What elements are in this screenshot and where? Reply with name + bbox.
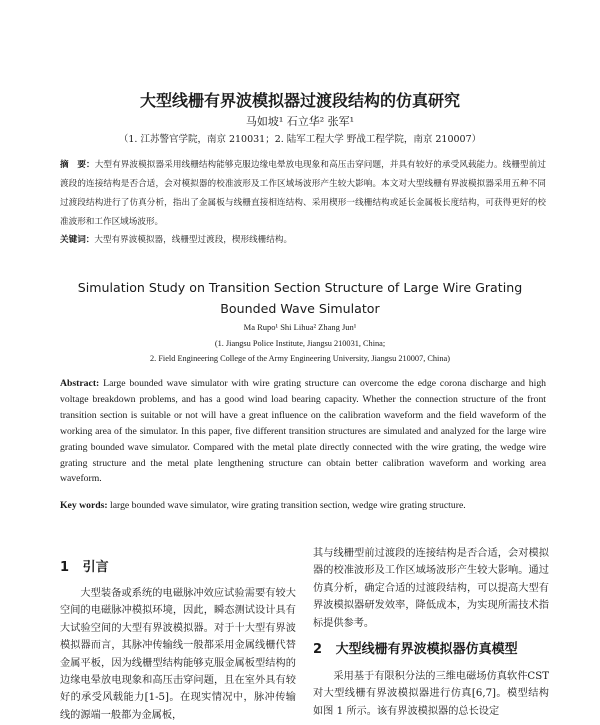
english-title-line2: Bounded Wave Simulator: [220, 301, 380, 316]
section-1-title: 引言: [82, 560, 109, 575]
english-title-line1: Simulation Study on Transition Section Structure of Large Wire Grating: [77, 280, 523, 295]
section-1-number: 1: [60, 560, 70, 575]
section-2-number: 2: [313, 642, 323, 657]
section-1-body: 大型装备或系统的电磁脉冲效应试验需要有较大空间的电磁脉冲模拟环境，因此，瞬态测试设计具有大试验空间的大型有界波模拟器。对于十大型有界波模拟器而言，其脉冲传输线一般都采用金属线栅代替金属平板，因为线栅型结构能够克服金属板型结构的边缘电晕放电现象和高压击穿问题，且在室外具有较好的承受风载能力[1-5]。在现实情况中，脉冲传输线的源端一般都为金属板，: [60, 588, 296, 721]
english-keywords: [60, 498, 546, 514]
chinese-keywords: [60, 233, 546, 247]
english-abstract-label: Abstract:: [60, 378, 100, 389]
english-authors: Ma Rupo¹ Shi Lihua² Zhang Jun¹: [243, 322, 357, 332]
english-abstract-text: Large bounded wave simulator with wire grating structure can overcome the edge corona discharge and high voltage breakdown problems, and has a good wind load bearing capacity. Whether the connection structure of the front transition section is suitable or not will have a great influence on the calibration waveform and the field waveform of the working area of the simulator. In this paper, five different transition structures are simulated and analyzed for the large wire grating bounded wave simulator. Compared with the metal plate directly connected with the wire grating, the wedge wire grating structure and the metal plate lengthening structure can obtain better calibration waveform and working area waveform.: [60, 378, 547, 485]
english-abstract: [60, 376, 546, 487]
chinese-abstract: [60, 156, 546, 232]
english-keywords-text: large bounded wave simulator, wire grating transition section, wedge wire grating structure.: [110, 500, 466, 511]
chinese-authors: 马如坡¹ 石立华² 张军¹: [245, 115, 355, 128]
english-keywords-label: Key words:: [60, 500, 108, 511]
chinese-keywords-label: 关键词：: [60, 235, 95, 245]
chinese-title: 大型线栅有界波模拟器过渡段结构的仿真研究: [139, 91, 460, 110]
chinese-abstract-text: 大型有界波模拟器采用线栅结构能够克服边缘电晕放电现象和高压击穿问题，并具有较好的承受风载能力。线栅型前过渡段的连接结构是否合适，会对模拟器的校准波形及工作区域场波形产生较大影响。本文对大型线栅有界波模拟器采用五种不同过渡段结构进行了仿真分析，指出了金属板与线栅直接相连结构、采用楔形一线栅结构或延长金属板长度结构，可获得更好的校准波形和工作区域场波形。: [60, 160, 546, 227]
english-affiliation-2: 2. Field Engineering College of the Army Engineering University, Jiangsu 210007, China): [150, 354, 450, 363]
chinese-affiliations: （1. 江苏警官学院，南京 210031；2. 陆军工程大学 野战工程学院，南京 210007）: [118, 134, 482, 145]
section-2-body: 采用基于有限积分法的三维电磁场仿真软件CST 对大型线栅有界波模拟器进行仿真[6,7]。模型结构如图 1 所示。该有界波模拟器的总长设定: [313, 671, 549, 717]
english-affiliation-1: (1. Jiangsu Police Institute, Jiangsu 210031, China;: [214, 339, 386, 348]
section-1-continuation: 其与线栅型前过渡段的连接结构是否合适，会对模拟器的校准波形及工作区域场波形产生较大影响。通过仿真分析，确定合适的过渡段结构，可以提高大型有界波模拟器研发效率，降低成本，为实现所需技术指标提供参考。: [313, 548, 549, 629]
chinese-abstract-label: 摘 要：: [60, 160, 95, 170]
section-2-title: 大型线栅有界波模拟器仿真模型: [335, 642, 518, 657]
chinese-keywords-text: 大型有界波模拟器，线栅型过渡段，楔形线栅结构。: [94, 235, 293, 245]
section-1-heading: [60, 556, 109, 575]
section-2-heading: [313, 638, 518, 657]
english-title: [0, 277, 600, 319]
